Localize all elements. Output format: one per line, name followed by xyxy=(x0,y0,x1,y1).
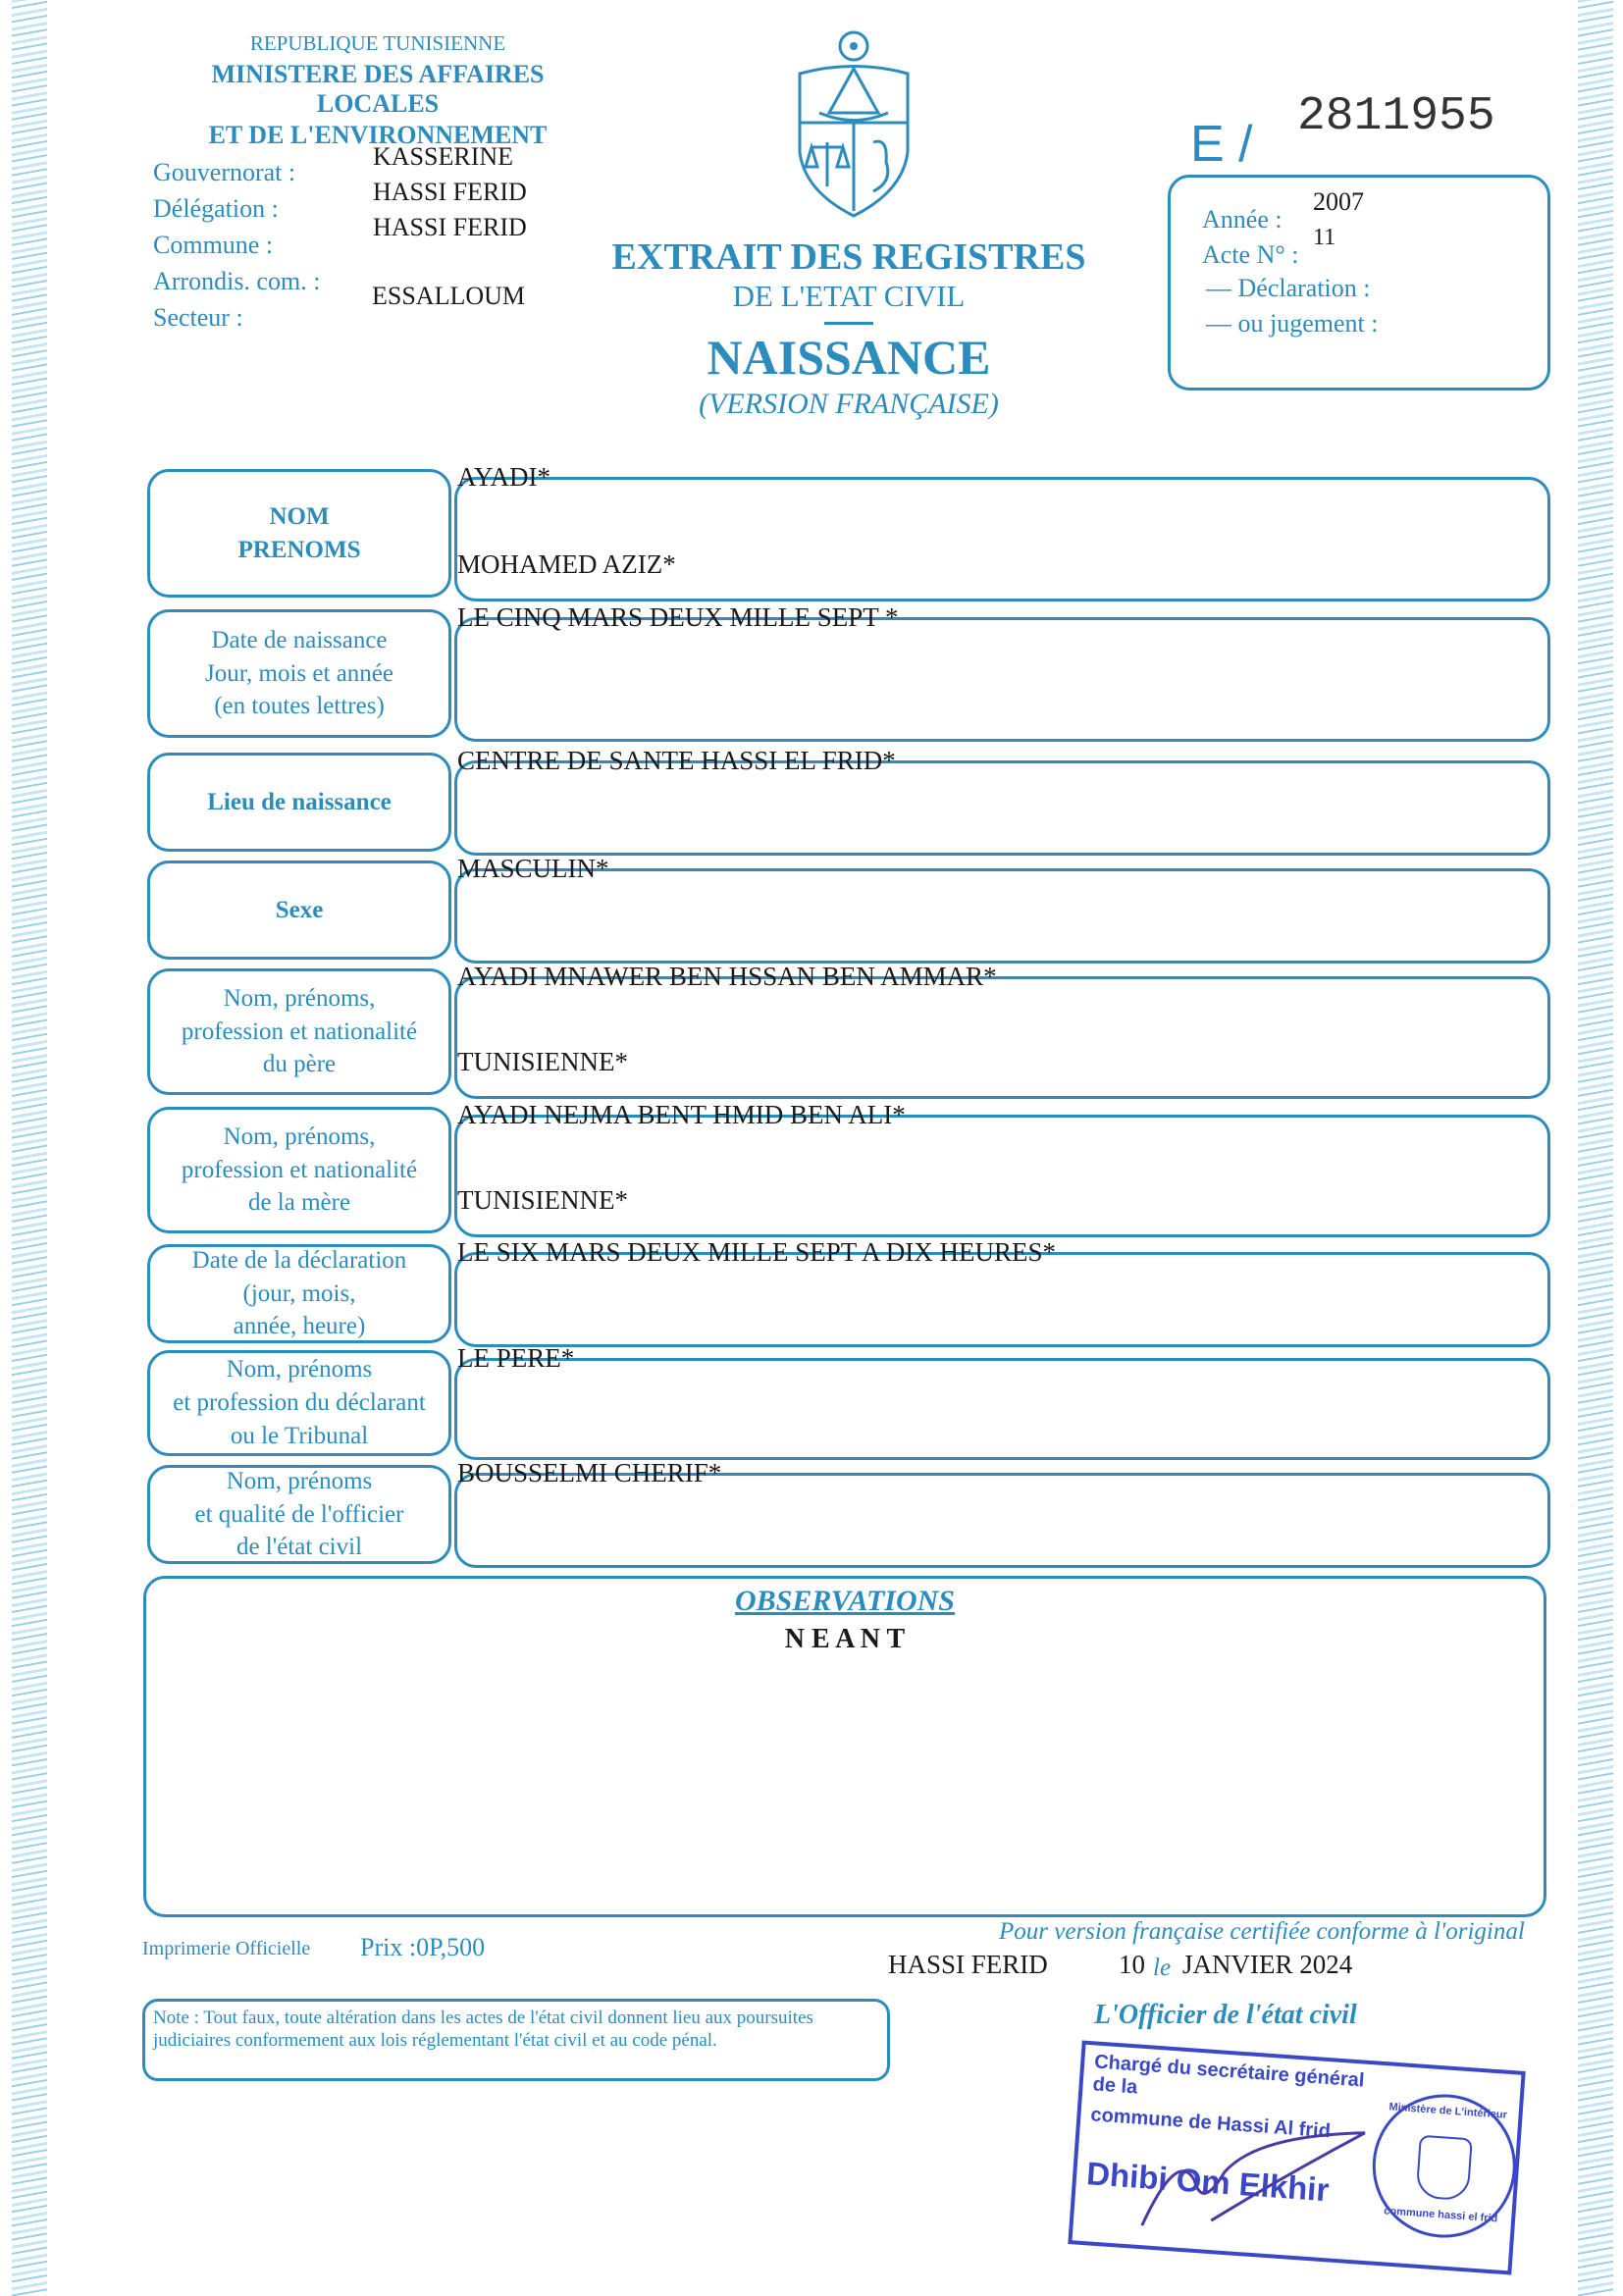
row-value: BOUSSELMI CHERIF* xyxy=(457,1458,722,1487)
row-label-line: Date de la déclaration xyxy=(191,1246,407,1274)
row-label-line: Jour, mois et année xyxy=(204,659,393,687)
title-etat-civil: DE L'ETAT CIVIL xyxy=(732,279,966,313)
stamp-seal xyxy=(1368,2090,1521,2243)
secteur-label: Secteur : xyxy=(153,303,243,332)
observations-box xyxy=(143,1576,1546,1917)
ministry-line1: MINISTERE DES AFFAIRES LOCALES xyxy=(211,60,545,118)
row-label-line: Nom, prénoms, xyxy=(223,1122,376,1150)
row-label-line: Nom, prénoms xyxy=(226,1467,373,1494)
ministry-line2: ET DE L'ENVIRONNEMENT xyxy=(208,121,548,149)
title-extrait: EXTRAIT DES REGISTRES xyxy=(611,236,1086,278)
acte-value: 11 xyxy=(1313,225,1336,250)
row-label-line: de la mère xyxy=(247,1189,351,1217)
row-label-line: Sexe xyxy=(275,896,324,923)
location-labels xyxy=(153,154,320,336)
row-label-line: et profession du déclarant xyxy=(173,1389,426,1417)
row-value: LE CINQ MARS DEUX MILLE SEPT * xyxy=(457,602,899,632)
row-value: CENTRE DE SANTE HASSI EL FRID* xyxy=(457,746,896,775)
location-values xyxy=(373,139,527,245)
row-label-line: Nom, prénoms, xyxy=(223,984,376,1012)
row-label xyxy=(147,1244,451,1343)
delegation-label: Délégation : xyxy=(153,194,279,223)
row-label-line: profession et nationalité xyxy=(181,1018,418,1045)
acte-label: Acte N° : xyxy=(1202,240,1299,269)
row-value: MOHAMED AZIZ* xyxy=(457,549,676,579)
commune-label: Commune : xyxy=(153,231,274,259)
row-value: MASCULIN* xyxy=(457,854,609,883)
date-value: JANVIER 2024 xyxy=(1182,1950,1353,1979)
row-label-line: (en toutes lettres) xyxy=(214,693,385,720)
row-value-box xyxy=(454,1100,1550,1237)
arrondissement-label: Arrondis. com. : xyxy=(153,267,321,295)
serial-prefix: E / xyxy=(1190,116,1253,173)
observations-value: N E A N T xyxy=(784,1624,906,1654)
day-value: 10 xyxy=(1119,1950,1145,1979)
row-label-line: NOM xyxy=(269,502,330,530)
decorative-border-left xyxy=(12,0,47,2296)
stamp-line1: Chargé du secrétaire général de la xyxy=(1091,2051,1366,2099)
printer-label: Imprimerie Officielle xyxy=(142,1938,311,1959)
row-value: TUNISIENNE* xyxy=(457,1047,628,1076)
seal-top-text: Ministère de L'intérieur xyxy=(1388,2101,1508,2121)
row-value-box xyxy=(454,746,1550,856)
legal-note-text: Note : Tout faux, toute altération dans les actes de l'état civil donnent lieu aux poursuites judiciaires conformement aux lois réglementant l'état civil et au code pénal. xyxy=(153,2008,813,2051)
serial-number: 2811955 xyxy=(1297,90,1495,143)
acte-box xyxy=(1168,175,1550,391)
row-label xyxy=(147,1465,451,1564)
certified-text: Pour version française certifiée conforme à l'original xyxy=(999,1918,1525,1945)
row-label xyxy=(147,861,451,960)
republic-label: REPUBLIQUE TUNISIENNE xyxy=(249,31,506,55)
title-naissance: NAISSANCE xyxy=(707,330,991,385)
annee-value: 2007 xyxy=(1313,187,1364,216)
annee-label: Année : xyxy=(1202,205,1283,234)
title-version: (VERSION FRANÇAISE) xyxy=(699,388,999,420)
row-value: AYADI* xyxy=(457,462,551,492)
secteur-value: ESSALLOUM xyxy=(372,282,526,310)
officer-title: L'Officier de l'état civil xyxy=(1094,2000,1357,2030)
seal-bottom-text: commune hassi el frid xyxy=(1383,2205,1498,2225)
place-value: HASSI FERID xyxy=(888,1950,1048,1979)
commune-value: HASSI FERID xyxy=(373,213,527,241)
title-divider xyxy=(824,322,873,325)
signature-icon xyxy=(1131,2108,1375,2251)
row-label-line: (jour, mois, xyxy=(242,1279,356,1307)
stamp-line2: commune de Hassi Al frid xyxy=(1089,2104,1332,2143)
observations-title: OBSERVATIONS xyxy=(735,1585,955,1617)
row-value: LE SIX MARS DEUX MILLE SEPT A DIX HEURES* xyxy=(457,1237,1057,1267)
gouvernorat-value: KASSERINE xyxy=(373,142,514,171)
row-label-line: du père xyxy=(262,1051,337,1078)
row-label xyxy=(147,1350,451,1456)
price-label: Prix :0P,500 xyxy=(360,1933,486,1961)
legal-note xyxy=(142,1999,890,2081)
le-label: le xyxy=(1153,1955,1172,1981)
tunisia-coat-of-arms-icon xyxy=(790,25,917,221)
document-title xyxy=(569,235,1128,421)
ministry-header xyxy=(157,31,599,150)
row-value: TUNISIENNE* xyxy=(457,1185,628,1215)
row-label xyxy=(147,753,451,852)
row-value-box xyxy=(454,962,1550,1099)
row-label-line: PRENOMS xyxy=(237,536,361,563)
row-label-line: Nom, prénoms xyxy=(226,1356,373,1383)
decorative-border-right xyxy=(1578,0,1613,2296)
row-label xyxy=(147,1107,451,1233)
row-value: AYADI MNAWER BEN HSSAN BEN AMMAR* xyxy=(457,962,997,991)
row-label-line: Lieu de naissance xyxy=(207,788,392,815)
row-label-line: de l'état civil xyxy=(236,1534,363,1561)
row-label-line: ou le Tribunal xyxy=(230,1422,369,1449)
row-value-box xyxy=(454,1237,1550,1347)
row-value-box xyxy=(454,1343,1550,1460)
row-label xyxy=(147,469,451,598)
row-label-line: année, heure) xyxy=(233,1313,366,1340)
official-stamp xyxy=(1068,2040,1525,2274)
gouvernorat-label: Gouvernorat : xyxy=(153,158,296,186)
row-value-box xyxy=(454,602,1550,742)
row-value: LE PERE* xyxy=(457,1343,575,1373)
row-value-box xyxy=(454,1458,1550,1568)
declaration-label: — Déclaration : xyxy=(1206,274,1371,302)
delegation-value: HASSI FERID xyxy=(373,178,527,206)
stamp-name: Dhibi Om Elkhir xyxy=(1085,2155,1331,2209)
row-value-box xyxy=(454,854,1550,964)
row-label-line: profession et nationalité xyxy=(181,1156,418,1183)
seal-emblem-icon xyxy=(1415,2135,1472,2202)
row-label xyxy=(147,609,451,738)
row-label xyxy=(147,968,451,1095)
row-label-line: Date de naissance xyxy=(211,626,388,653)
row-value: AYADI NEJMA BENT HMID BEN ALI* xyxy=(457,1100,906,1129)
row-label-line: et qualité de l'officier xyxy=(194,1500,404,1528)
row-value-box xyxy=(454,462,1550,601)
jugement-label: — ou jugement : xyxy=(1206,309,1379,338)
